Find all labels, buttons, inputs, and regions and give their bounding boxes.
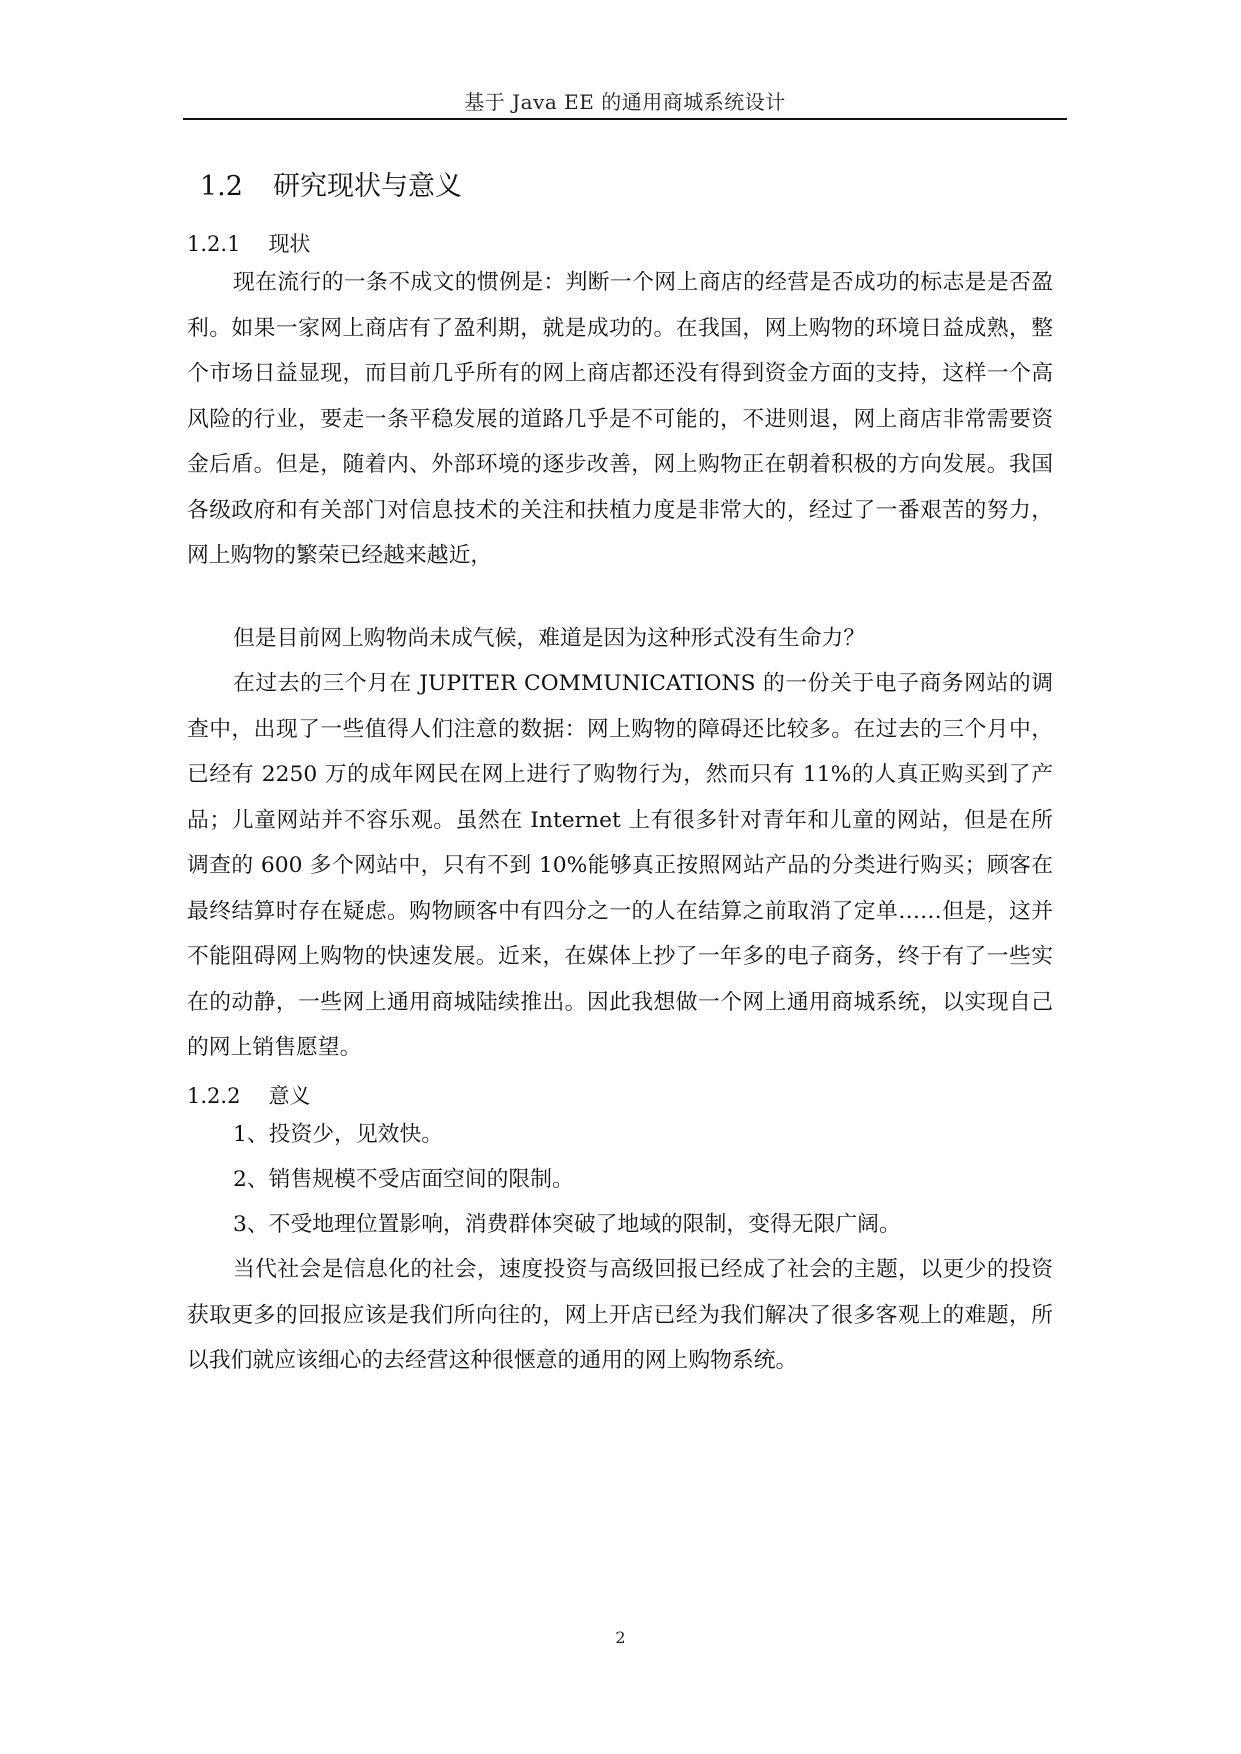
running-header: 基于 Java EE 的通用商城系统设计	[464, 90, 786, 114]
page-number: 2	[615, 1628, 626, 1647]
header-rule	[183, 118, 1067, 120]
subsection-number-1: 1.2.1	[187, 232, 241, 256]
subsection-heading-2	[187, 1080, 310, 1110]
section-number: 1.2	[200, 171, 243, 202]
list-item-2: 2、销售规模不受店面空间的限制。	[233, 1167, 574, 1192]
paragraph-1: 现在流行的一条不成文的惯例是：判断一个网上商店的经营是否成功的标志是是否盈利。如果一家网上商店有了盈利期，就是成功的。在我国，网上购物的环境日益成熟，整个市场日益显现，而目前几乎所有的网上商店都还没有得到资金方面的支持，这样一个高风险的行业，要走一条平稳发展的道路几乎是不可能的，不进则退，网上商店非常需要资金后盾。但是，随着内、外部环境的逐步改善，网上购物正在朝着积极的方向发展。我国各级政府和有关部门对信息技术的关注和扶植力度是非常大的，经过了一番艰苦的努力，网上购物的繁荣已经越来越近，	[187, 270, 1053, 568]
paragraph-4: 当代社会是信息化的社会，速度投资与高级回报已经成了社会的主题，以更少的投资获取更多的回报应该是我们所向往的，网上开店已经为我们解决了很多客观上的难题，所以我们就应该细心的去经营这种很惬意的通用的网上购物系统。	[187, 1257, 1053, 1373]
subsection-number-2: 1.2.2	[187, 1084, 241, 1108]
subsection-title-1: 现状	[268, 232, 311, 256]
subsection-heading-1	[187, 228, 310, 258]
section-title: 研究现状与意义	[272, 171, 462, 202]
paragraph-2: 但是目前网上购物尚未成气候，难道是因为这种形式没有生命力？	[233, 626, 866, 651]
section-heading	[200, 164, 462, 203]
list-item-1: 1、投资少，见效快。	[233, 1122, 444, 1147]
list-item-3: 3、不受地理位置影响，消费群体突破了地域的限制，变得无限广阔。	[233, 1212, 901, 1237]
paragraph-3: 在过去的三个月在 JUPITER COMMUNICATIONS 的一份关于电子商务网站的调查中，出现了一些值得人们注意的数据：网上购物的障碍还比较多。在过去的三个月中，已经有 2250 万的成年网民在网上进行了购物行为，然而只有 11%的人真正购买到了产品；儿童网站并不容乐观。虽然在 Internet 上有很多针对青年和儿童的网站，但是在所调查的 600 多个网站中，只有不到 10%能够真正按照网站产品的分类进行购买；顾客在最终结算时存在疑虑。购物顾客中有四分之一的人在结算之前取消了定单……但是，这并不能阻碍网上购物的快速发展。近来，在媒体上抄了一年多的电子商务，终于有了一些实在的动静，一些网上通用商城陆续推出。因此我想做一个网上通用商城系统，以实现自己的网上销售愿望。	[187, 671, 1053, 1060]
subsection-title-2: 意义	[268, 1084, 311, 1108]
